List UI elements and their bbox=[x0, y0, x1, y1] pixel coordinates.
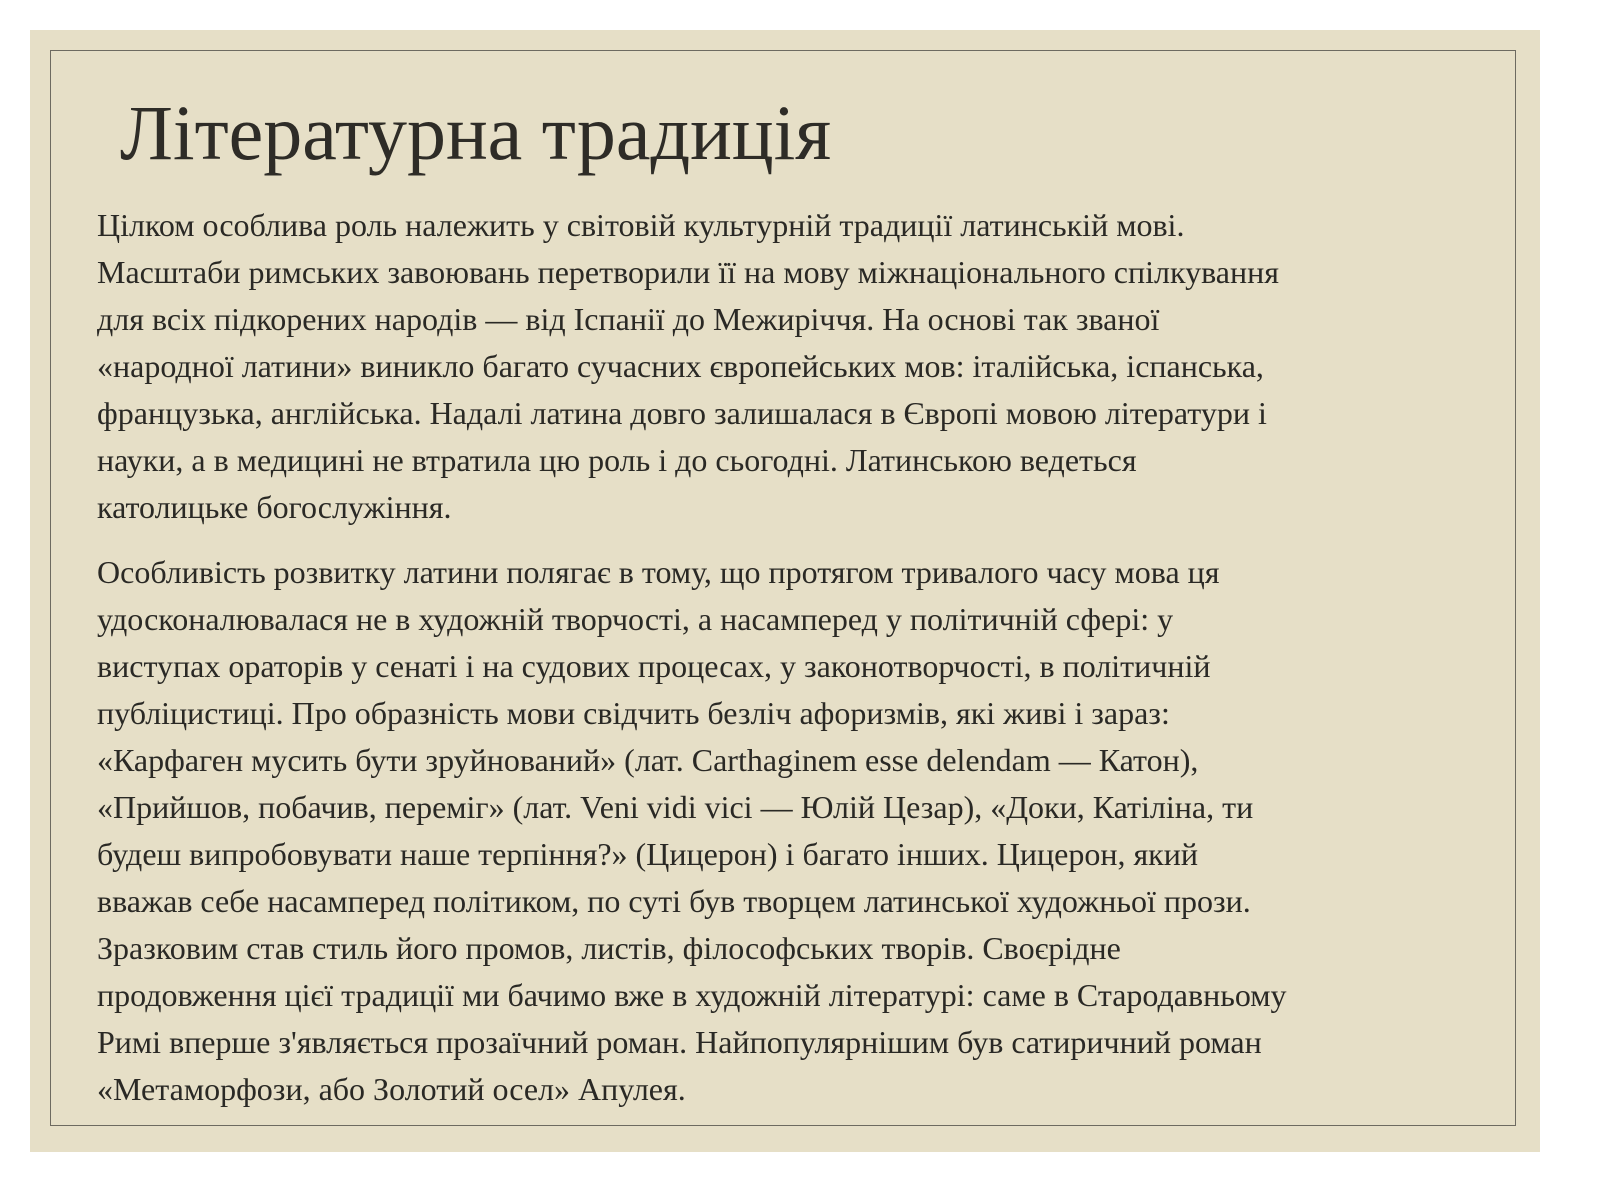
text-line: «Прийшов, побачив, переміг» (лат. Veni vidi vici — Юлій Цезар), «Доки, Катіліна, ти bbox=[97, 789, 1254, 825]
slide-body bbox=[97, 202, 1502, 1113]
text-line: Особливість розвитку латини полягає в тому, що протягом тривалого часу мова ця bbox=[97, 554, 1220, 590]
text-line: Римі вперше з'являється прозаїчний роман. Найпопулярнішим був сатиричний роман bbox=[97, 1024, 1262, 1060]
text-line: Цілком особлива роль належить у світовій культурній традиції латинській мові. bbox=[97, 207, 1185, 243]
slide-title: Літературна традиція bbox=[120, 89, 832, 176]
text-line: продовження цієї традиції ми бачимо вже в художній літературі: саме в Стародавньому bbox=[97, 977, 1287, 1013]
text-line: публіцистиці. Про образність мови свідчить безліч афоризмів, які живі і зараз: bbox=[97, 695, 1170, 731]
text-line: Масштаби римських завоювань перетворили її на мову міжнаціонального спілкування bbox=[97, 254, 1279, 290]
slide bbox=[30, 30, 1540, 1152]
text-line: вважав себе насамперед політиком, по суті був творцем латинської художньої прози. bbox=[97, 883, 1251, 919]
text-line: науки, а в медицині не втратила цю роль і до сьогодні. Латинською ведеться bbox=[97, 442, 1137, 478]
text-line: «народної латини» виникло багато сучасних європейських мов: італійська, іспанська, bbox=[97, 348, 1264, 384]
text-line: будеш випробовувати наше терпіння?» (Цицерон) і багато інших. Цицерон, який bbox=[97, 836, 1198, 872]
paragraph-latin-development bbox=[97, 549, 1502, 1113]
text-line: французька, англійська. Надалі латина довго залишалася в Європі мовою літератури і bbox=[97, 395, 1267, 431]
paragraph-latin-role bbox=[97, 202, 1502, 531]
text-line: «Карфаген мусить бути зруйнований» (лат. Carthaginem esse delendam — Катон), bbox=[97, 742, 1199, 778]
text-line: «Метаморфози, або Золотий осел» Апулея. bbox=[97, 1071, 686, 1107]
text-line: для всіх підкорених народів — від Іспанії до Межиріччя. На основі так званої bbox=[97, 301, 1160, 337]
text-line: Зразковим став стиль його промов, листів, філософських творів. Своєрідне bbox=[97, 930, 1121, 966]
text-line: католицьке богослужіння. bbox=[97, 489, 452, 525]
text-line: виступах ораторів у сенаті і на судових процесах, у законотворчості, в політичній bbox=[97, 648, 1211, 684]
text-line: удосконалювалася не в художній творчості, а насамперед у політичній сфері: у bbox=[97, 601, 1174, 637]
